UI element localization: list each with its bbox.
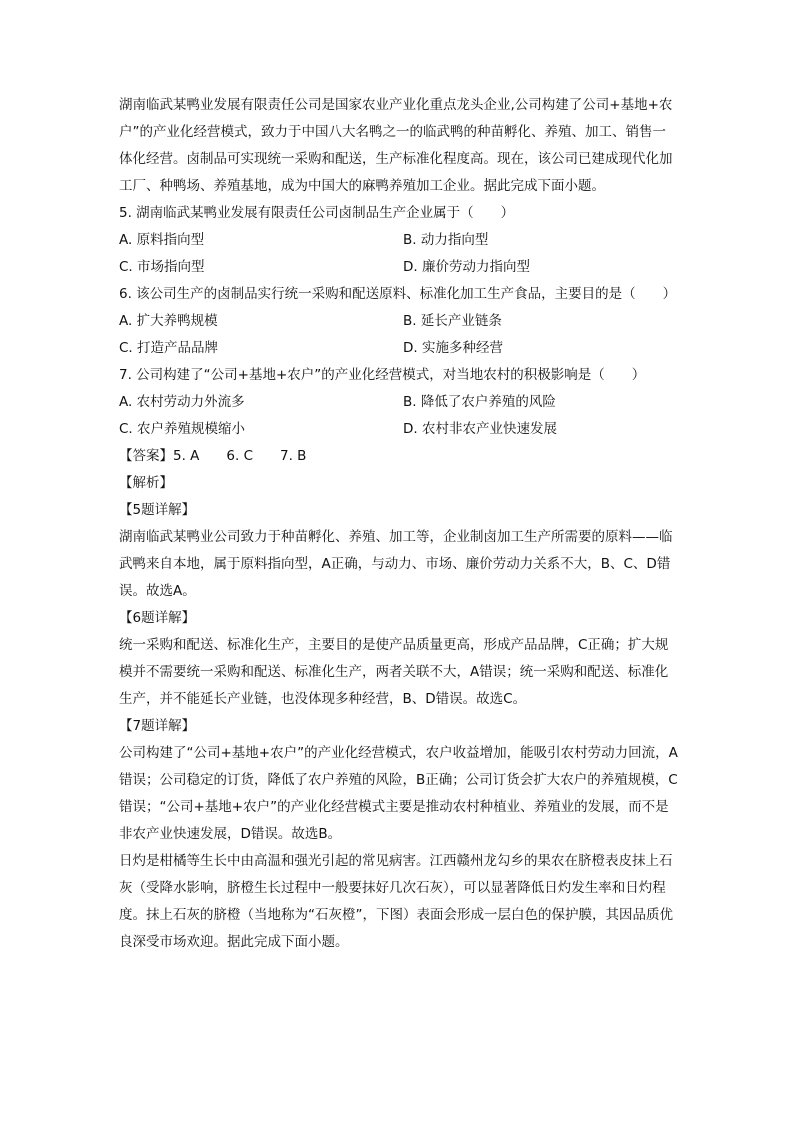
question-5-stem: 5. 湖南临武某鸭业发展有限责任公司卤制品生产企业属于（ ） [119, 205, 515, 221]
detail-6-heading: 【6题详解】 [119, 610, 196, 626]
analysis-heading: 【解析】 [119, 475, 173, 491]
question-6-options-row-2 [119, 335, 679, 362]
answer-line: 【答案】5. A 6. C 7. B [119, 448, 307, 464]
question-6-stem: 6. 该公司生产的卤制品实行统一采购和配送原料、标准化加工生产食品，主要目的是（ ） [119, 286, 677, 302]
question-5-option-d: D. 廉价劳动力指向型 [403, 259, 530, 275]
question-6-option-a: A. 扩大养鸭规模 [119, 313, 218, 329]
question-6-options-row-1 [119, 308, 679, 335]
question-7-option-d: D. 农村非农产业快速发展 [403, 421, 557, 437]
question-5-options-row-1 [119, 227, 679, 254]
question-6-option-d: D. 实施多种经营 [403, 340, 503, 356]
question-7-options-row-1 [119, 389, 679, 416]
question-7-stem: 7. 公司构建了“公司+基地+农户”的产业化经营模式，对当地农村的积极影响是（ ） [119, 367, 646, 383]
intro-paragraph-2: 日灼是柑橘等生长中由高温和强光引起的常见病害。江西赣州龙勾乡的果农在脐橙表皮抹上石灰（受降水影响，脐橙生长过程中一般要抹好几次石灰），可以显著降低日灼发生率和日灼程度。抹上石灰的脐橙（当地称为“石灰橙”，下图）表面会形成一层白色的保护膜，其因品质优良深受市场欢迎。据此完成下面小题。 [119, 853, 673, 950]
intro-paragraph-1: 湖南临武某鸭业发展有限责任公司是国家农业产业化重点龙头企业,公司构建了公司+基地+农户”的产业化经营模式，致力于中国八大名鸭之一的临武鸭的种苗孵化、养殖、加工、销售一体化经营。卤制品可实现统一采购和配送，生产标准化程度高。现在，该公司已建成现代化加工厂、种鸭场、养殖基地，成为中国大的麻鸭养殖加工企业。据此完成下面小题。 [119, 97, 673, 194]
question-7-options-row-2 [119, 416, 679, 443]
detail-7-heading: 【7题详解】 [119, 718, 196, 734]
question-7-option-b: B. 降低了农户养殖的风险 [403, 394, 556, 410]
question-5-options-row-2 [119, 254, 679, 281]
document-content [119, 92, 679, 956]
question-7-option-a: A. 农村劳动力外流多 [119, 394, 245, 410]
question-6-option-b: B. 延长产业链条 [403, 313, 502, 329]
detail-7-text: 公司构建了“公司+基地+农户”的产业化经营模式，农户收益增加，能吸引农村劳动力回流，A错误；公司稳定的订货，降低了农户养殖的风险，B正确；公司订货会扩大农户的养殖规模，C错误；“公司+基地+农户”的产业化经营模式主要是推动农村种植业、养殖业的发展，而不是非农产业快速发展，D错误。故选B。 [119, 745, 678, 842]
question-6-option-c: C. 打造产品品牌 [119, 340, 219, 356]
question-7-option-c: C. 农户养殖规模缩小 [119, 421, 246, 437]
detail-6-text: 统一采购和配送、标准化生产，主要目的是使产品质量更高，形成产品品牌，C正确；扩大规模并不需要统一采购和配送、标准化生产，两者关联不大，A错误；统一采购和配送、标准化生产，并不能延长产业链，也没体现多种经营，B、D错误。故选C。 [119, 637, 669, 707]
question-5-option-b: B. 动力指向型 [403, 232, 489, 248]
detail-5-heading: 【5题详解】 [119, 502, 196, 518]
detail-5-text: 湖南临武某鸭业公司致力于种苗孵化、养殖、加工等，企业制卤加工生产所需要的原料——临武鸭来自本地，属于原料指向型，A正确，与动力、市场、廉价劳动力关系不大，B、C、D错误。故选A。 [119, 529, 673, 599]
question-5-option-a: A. 原料指向型 [119, 232, 205, 248]
question-5-option-c: C. 市场指向型 [119, 259, 205, 275]
